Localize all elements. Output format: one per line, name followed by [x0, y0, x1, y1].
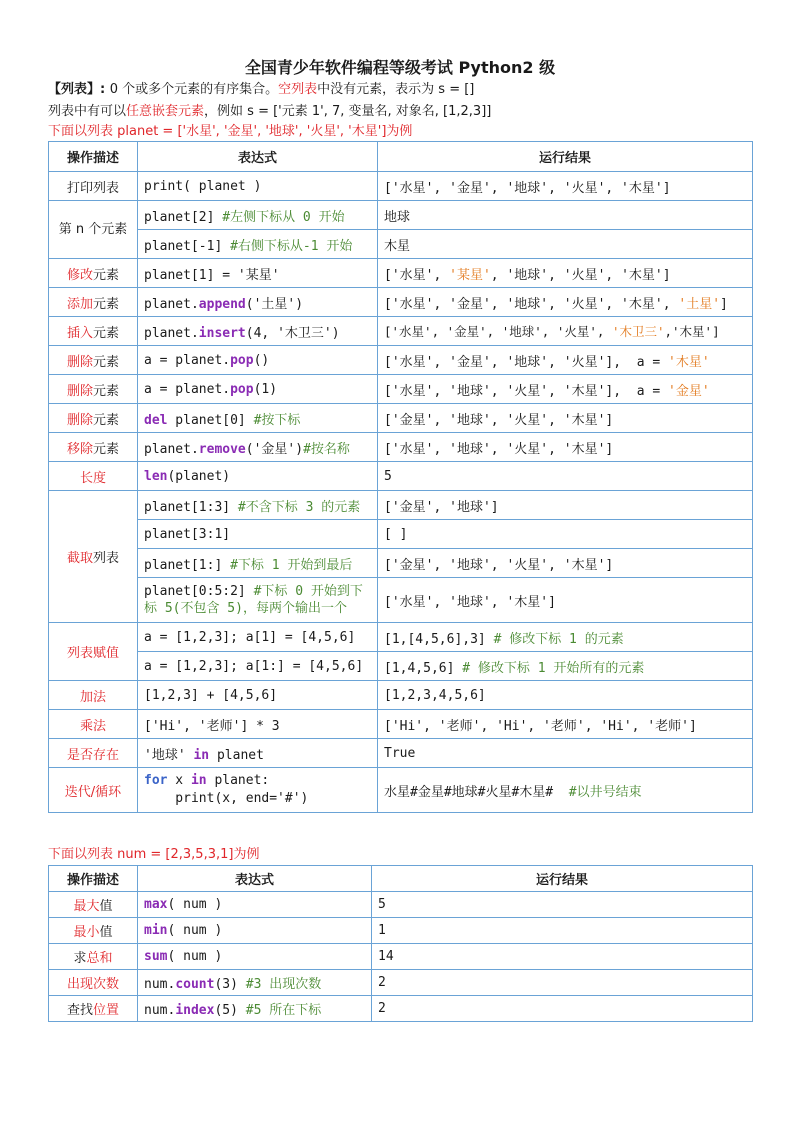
expr-append-a: planet. [144, 296, 199, 312]
keyword-del: del [144, 412, 168, 428]
expr-in [138, 739, 378, 768]
expr-pop1 [138, 375, 378, 404]
expr-len-b: (planet) [167, 468, 231, 484]
res-sum: 14 [372, 944, 753, 970]
expr-sum-b: ( num ) [167, 949, 223, 964]
op-append-hl: 添加 [66, 296, 93, 312]
res-modify [378, 259, 753, 288]
table-row [49, 520, 753, 549]
op-min-rest: 值 [99, 925, 113, 940]
header-result: 运行结果 [372, 866, 753, 892]
expr-insert-a: planet. [144, 325, 199, 341]
expr-assign-2: a = [1,2,3]; a[1:] = [4,5,6] [138, 652, 378, 681]
res-assign-1-value: [1,[4,5,6],3] [384, 631, 486, 647]
op-count: 出现次数 [49, 970, 138, 996]
op-slice-rest: 列表 [93, 551, 120, 566]
res-assign-2-value: [1,4,5,6] [384, 660, 455, 676]
table-header-row [49, 866, 753, 892]
comment-iter: #以井号结束 [560, 784, 642, 800]
table-row [49, 491, 753, 520]
expr-slice-1 [138, 491, 378, 520]
op-remove-hl: 移除 [66, 441, 93, 457]
op-max-hl: 最大 [73, 899, 100, 914]
expr-modify: planet[1] = '某星' [138, 259, 378, 288]
expr-index-a: num. [144, 1003, 176, 1018]
expr-index-b: (5) [214, 1003, 246, 1018]
table-row [49, 918, 753, 944]
keyword-pop: pop [230, 352, 254, 368]
keyword-len: len [144, 468, 168, 484]
table-row [49, 288, 753, 317]
expr-sum [138, 944, 372, 970]
op-remove-rest: 元素 [93, 441, 120, 457]
op-mul: 乘法 [49, 710, 138, 739]
comment-slice-4b: 标 5(不包含 5)，每两个输出一个 [144, 601, 347, 616]
keyword-for: for [144, 773, 168, 788]
res-insert-hl: '木卫三' [611, 324, 665, 339]
res-index-find: 2 [372, 996, 753, 1022]
keyword-min: min [144, 923, 168, 938]
res-min: 1 [372, 918, 753, 944]
op-iter: 迭代/循环 [49, 768, 138, 813]
res-assign-2 [378, 652, 753, 681]
example1-caption: 下面以列表 planet = ['水星', '金星', '地球', '火星', '木星']为例 [48, 124, 413, 139]
expr-slice-3 [138, 549, 378, 578]
res-slice-2: [ ] [378, 520, 753, 549]
op-min [49, 918, 138, 944]
expr-slice-4-code: planet[0:5:2] [144, 584, 246, 599]
comment-remove: #按名称 [303, 441, 350, 457]
page-title: 全国青少年软件编程等级考试 Python2 级 [244, 58, 556, 77]
op-slice [49, 491, 138, 623]
res-pop-hl: '木星' [668, 354, 710, 370]
expr-min [138, 918, 372, 944]
res-append-b: ] [720, 296, 728, 312]
expr-del [138, 404, 378, 433]
colon: : [100, 82, 110, 97]
op-insert-rest: 元素 [93, 325, 120, 341]
header-operation: 操作描述 [49, 142, 138, 172]
res-append-hl: '土星' [678, 296, 721, 312]
op-add: 加法 [49, 681, 138, 710]
table-row [49, 652, 753, 681]
table-header-row [49, 142, 753, 172]
res-slice-4: ['水星', '地球', '木星'] [378, 578, 753, 623]
expr-pop1-b: (1) [253, 381, 278, 397]
op-modify [49, 259, 138, 288]
op-print: 打印列表 [49, 172, 138, 201]
nesting-highlight: 任意嵌套元素 [126, 104, 205, 119]
op-pop-hl: 删除 [66, 354, 93, 370]
op-del-rest: 元素 [93, 412, 120, 428]
header-result: 运行结果 [378, 142, 753, 172]
table-row [49, 259, 753, 288]
expr-min-b: ( num ) [167, 923, 223, 938]
expr-index-0 [138, 201, 378, 230]
op-assign: 列表赋值 [49, 623, 138, 681]
op-index-pre: 查找 [66, 1003, 93, 1018]
document-page [48, 0, 752, 1022]
keyword-in: in [193, 747, 210, 763]
expr-in-a: '地球' [144, 747, 194, 763]
op-insert [49, 317, 138, 346]
comment-slice-4a: #下标 0 开始到下 [253, 584, 363, 599]
keyword-append: append [198, 296, 246, 312]
keyword-in-loop: in [190, 773, 207, 788]
expr-remove [138, 433, 378, 462]
example2-caption: 下面以列表 num = [2,3,5,3,1]为例 [48, 847, 260, 862]
op-sum [49, 944, 138, 970]
res-modify-hl: '某星' [449, 267, 491, 283]
expr-index-0-code: planet[2] [144, 209, 215, 225]
comment-count: #3 出现次数 [245, 977, 322, 992]
expr-iter-line2: print(x, end='#') [144, 791, 309, 806]
expr-slice-2: planet[3:1] [138, 520, 378, 549]
res-slice-1: ['金星', '地球'] [378, 491, 753, 520]
comment-assign-2: # 修改下标 1 开始所有的元素 [462, 660, 645, 676]
res-pop-a: ['水星', '金星', '地球', '火星'], a = [384, 354, 669, 370]
res-modify-b: , '地球', '火星', '木星'] [490, 267, 671, 283]
table-row [49, 433, 753, 462]
list-tag: 【列表】 [48, 82, 101, 97]
keyword-max: max [144, 897, 168, 912]
table-row [49, 739, 753, 768]
comment-assign-1: # 修改下标 1 的元素 [493, 631, 624, 647]
empty-list-highlight: 空列表 [278, 82, 318, 97]
keyword-index: index [175, 1003, 215, 1018]
comment-index: #5 所在下标 [245, 1003, 322, 1018]
res-pop1-hl: '金星' [668, 383, 710, 399]
res-mul: ['Hi', '老师', 'Hi', '老师', 'Hi', '老师'] [378, 710, 753, 739]
expr-max-b: ( num ) [167, 897, 223, 912]
res-insert-a: ['水星', '金星', '地球', '火星', [384, 324, 612, 339]
res-del: ['金星', '地球', '火星', '木星'] [378, 404, 753, 433]
table-row [49, 317, 753, 346]
op-insert-hl: 插入 [66, 325, 93, 341]
expr-remove-a: planet. [144, 441, 199, 457]
header-operation: 操作描述 [49, 866, 138, 892]
expr-pop [138, 346, 378, 375]
expr-assign-1: a = [1,2,3]; a[1] = [4,5,6] [138, 623, 378, 652]
res-slice-3: ['金星', '地球', '火星', '木星'] [378, 549, 753, 578]
op-sum-pre: 求 [73, 951, 87, 966]
table-row [49, 346, 753, 375]
res-pop1-a: ['水星', '地球', '火星', '木星'], a = [384, 383, 669, 399]
expr-remove-b: ('金星') [245, 441, 304, 457]
expr-insert [138, 317, 378, 346]
op-sum-hl: 总和 [86, 951, 113, 966]
expr-append-b: ('土星') [245, 296, 304, 312]
res-pop [378, 346, 753, 375]
res-count: 2 [372, 970, 753, 996]
op-del-hl: 删除 [66, 412, 93, 428]
expr-iter-a: x [167, 773, 191, 788]
op-pop-rest: 元素 [93, 354, 120, 370]
table-row [49, 768, 753, 813]
op-modify-hl: 修改 [66, 267, 93, 283]
table-row [49, 578, 753, 623]
op-len: 长度 [49, 462, 138, 491]
expr-in-b: planet [209, 747, 264, 763]
op-slice-hl: 截取 [66, 551, 93, 566]
expr-del-b: planet[0] [167, 412, 254, 428]
intro-text2: 中没有元素，表示为 s = [] [317, 82, 475, 97]
op-min-hl: 最小 [73, 925, 100, 940]
comment-slice-1: #不含下标 3 的元素 [237, 499, 361, 515]
nesting-line [48, 101, 752, 123]
keyword-pop1: pop [230, 381, 254, 397]
table-row [49, 201, 753, 230]
res-modify-a: ['水星', [384, 267, 450, 283]
op-pop1-hl: 删除 [66, 383, 93, 399]
op-index-hl: 位置 [93, 1003, 120, 1018]
res-index-neg: 木星 [378, 230, 753, 259]
keyword-insert: insert [198, 325, 246, 341]
op-append [49, 288, 138, 317]
intro-line [48, 79, 752, 101]
res-pop1 [378, 375, 753, 404]
comment-del: #按下标 [253, 412, 301, 428]
expr-pop1-a: a = planet. [144, 381, 231, 397]
res-iter-value: 水星#金星#地球#火星#木星# [384, 784, 561, 800]
table-row [49, 623, 753, 652]
comment-slice-3: #下标 1 开始到最后 [230, 557, 353, 573]
comment-index-neg: #右侧下标从-1 开始 [230, 238, 353, 254]
expr-len [138, 462, 378, 491]
expr-print: print( planet ) [138, 172, 378, 201]
res-insert [378, 317, 753, 346]
num-operations-table [48, 865, 753, 1022]
res-insert-b: ,'木星'] [664, 324, 720, 339]
expr-slice-3-code: planet[1:] [144, 557, 223, 573]
res-add: [1,2,3,4,5,6] [378, 681, 753, 710]
op-index: 第 n 个元素 [49, 201, 138, 259]
table-row [49, 892, 753, 918]
op-pop [49, 346, 138, 375]
op-del [49, 404, 138, 433]
table-row [49, 996, 753, 1022]
expr-index-neg [138, 230, 378, 259]
expr-append [138, 288, 378, 317]
op-index-find [49, 996, 138, 1022]
intro-text1: 0 个或多个元素的有序集合。 [109, 82, 279, 97]
res-len: 5 [378, 462, 753, 491]
op-append-rest: 元素 [93, 296, 120, 312]
expr-pop-a: a = planet. [144, 352, 231, 368]
res-append-a: ['水星', '金星', '地球', '火星', '木星', [384, 296, 679, 312]
expr-slice-4 [138, 578, 378, 623]
nesting-pre: 列表中有可以 [48, 104, 127, 119]
expr-max [138, 892, 372, 918]
op-max [49, 892, 138, 918]
expr-mul: ['Hi', '老师'] * 3 [138, 710, 378, 739]
header-expression: 表达式 [138, 866, 372, 892]
expr-add: [1,2,3] + [4,5,6] [138, 681, 378, 710]
keyword-sum: sum [144, 949, 168, 964]
expr-count-a: num. [144, 977, 176, 992]
comment-index-0: #左侧下标从 0 开始 [222, 209, 345, 225]
res-assign-1 [378, 623, 753, 652]
expr-insert-b: (4, '木卫三') [245, 325, 340, 341]
table-row [49, 681, 753, 710]
res-append [378, 288, 753, 317]
expr-iter [138, 768, 378, 813]
res-iter [378, 768, 753, 813]
res-remove: ['水星', '地球', '火星', '木星'] [378, 433, 753, 462]
res-index-0: 地球 [378, 201, 753, 230]
table-row [49, 944, 753, 970]
table-row [49, 462, 753, 491]
op-modify-rest: 元素 [93, 267, 120, 283]
op-pop1-rest: 元素 [93, 383, 120, 399]
op-max-rest: 值 [99, 899, 113, 914]
table-row [49, 710, 753, 739]
expr-index-find [138, 996, 372, 1022]
expr-count [138, 970, 372, 996]
header-expression: 表达式 [138, 142, 378, 172]
table-row [49, 375, 753, 404]
res-max: 5 [372, 892, 753, 918]
op-pop1 [49, 375, 138, 404]
nesting-post: ，例如 s = ['元素 1', 7, 变量名, 对象名, [1,2,3]] [204, 104, 492, 119]
res-in: True [378, 739, 753, 768]
expr-index-neg-code: planet[-1] [144, 238, 223, 254]
op-in: 是否存在 [49, 739, 138, 768]
planet-operations-table [48, 141, 753, 813]
table-row [49, 172, 753, 201]
table-row [49, 970, 753, 996]
keyword-remove: remove [198, 441, 246, 457]
table-row [49, 404, 753, 433]
table-row [49, 230, 753, 259]
keyword-count: count [175, 977, 215, 992]
op-remove [49, 433, 138, 462]
expr-pop-b: () [253, 352, 270, 368]
expr-slice-1-code: planet[1:3] [144, 499, 231, 515]
res-print: ['水星', '金星', '地球', '火星', '木星'] [378, 172, 753, 201]
expr-count-b: (3) [214, 977, 246, 992]
expr-iter-b: planet: [206, 773, 270, 788]
table-row [49, 549, 753, 578]
